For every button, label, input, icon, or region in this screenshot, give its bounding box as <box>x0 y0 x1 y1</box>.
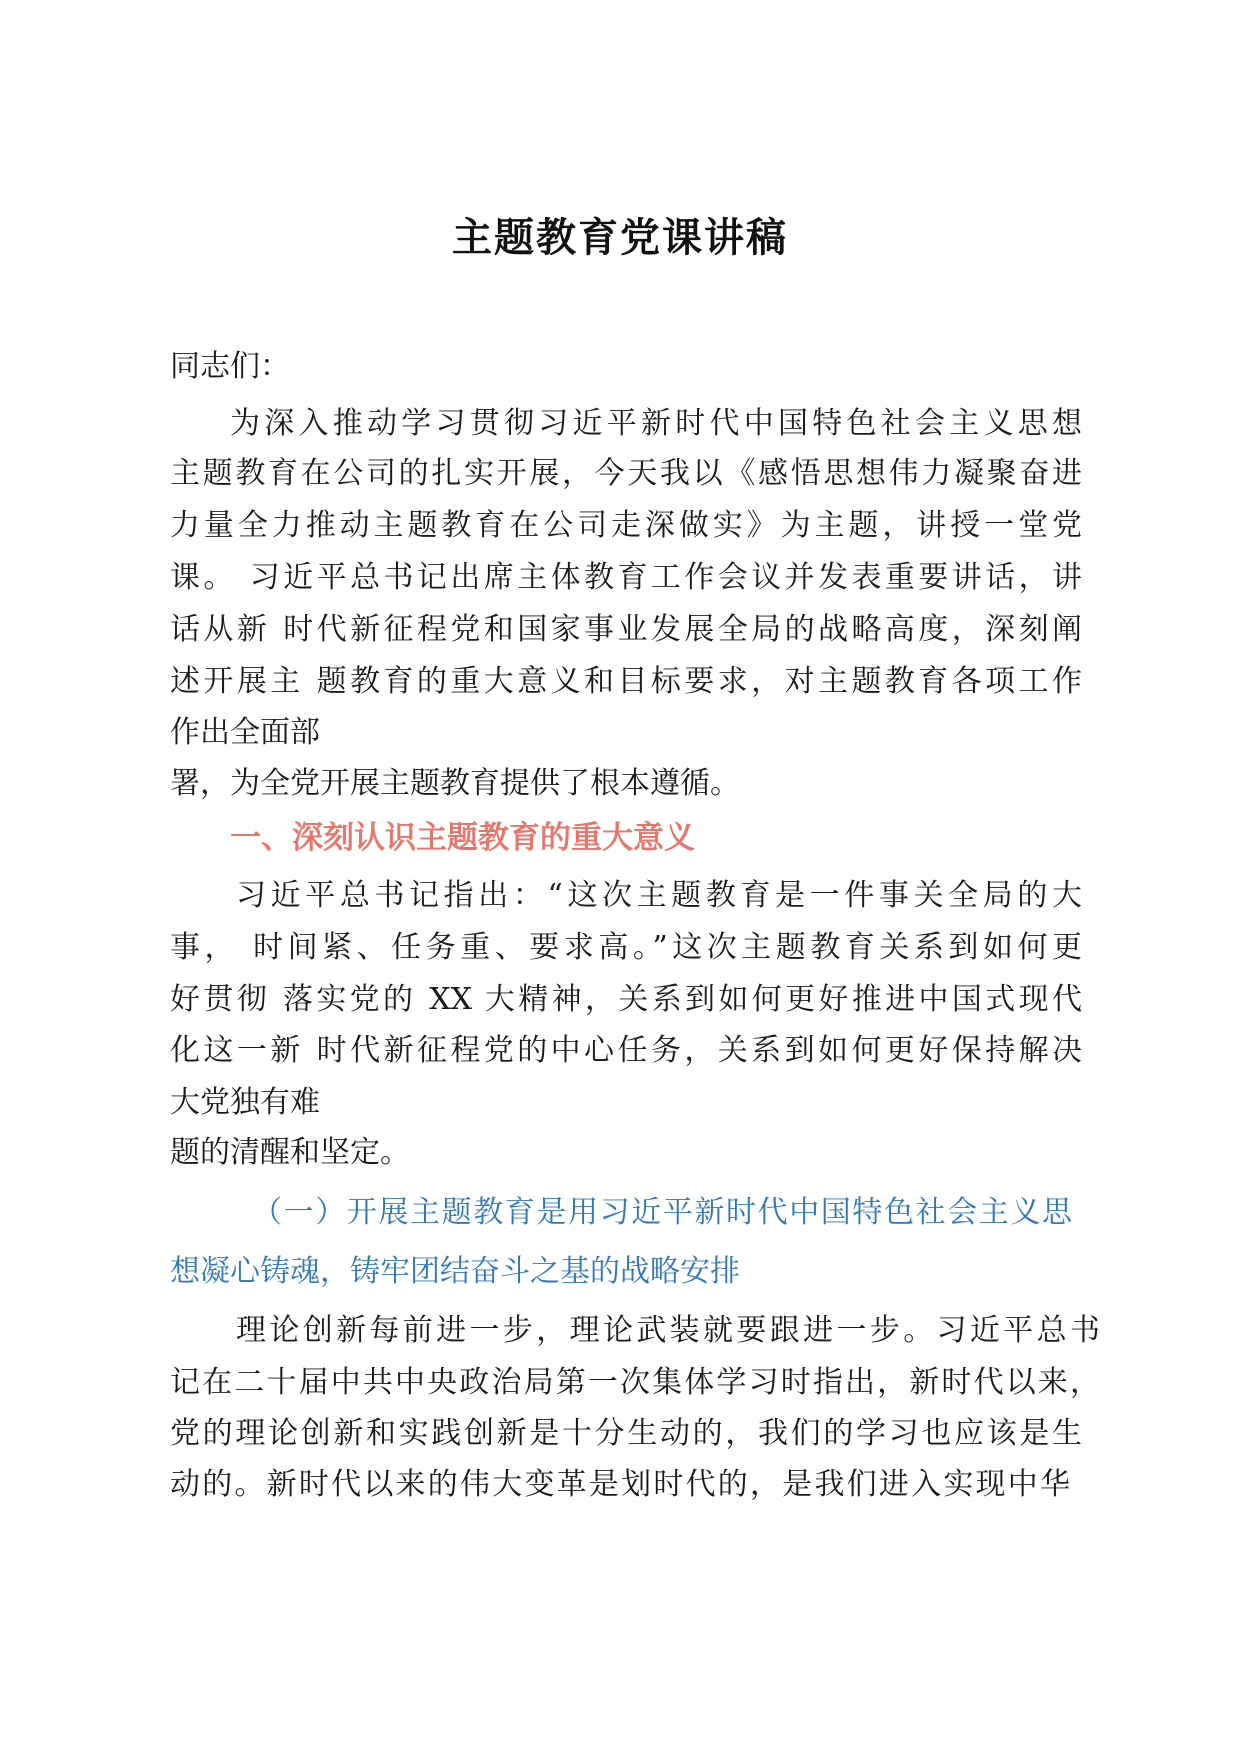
section-line: 好贯彻 落实党的 XX 大精神，关系到如何更好推进中国式现代 <box>170 982 1082 1017</box>
intro-line: 主题教育在公司的扎实开展，今天我以《感悟思想伟力凝聚奋进 <box>170 456 1082 491</box>
section-line: 题的清醒和坚定。 <box>170 1135 410 1170</box>
subsection-heading-line: （一）开展主题教育是用习近平新时代中国特色社会主义思 <box>252 1195 1072 1230</box>
subsection-line: 记在二十届中共中央政治局第一次集体学习时指出，新时代以来， <box>170 1365 1100 1400</box>
intro-line: 述开展主 题教育的重大意义和目标要求，对主题教育各项工作 <box>170 664 1082 699</box>
section-line: 大党独有难 <box>170 1085 320 1120</box>
subsection-heading-line: 想凝心铸魂，铸牢团结奋斗之基的战略安排 <box>170 1254 740 1289</box>
intro-line: 课。 习近平总书记出席主体教育工作会议并发表重要讲话，讲 <box>170 560 1082 595</box>
section-line: 化这一新 时代新征程党的中心任务，关系到如何更好保持解决 <box>170 1033 1082 1068</box>
intro-line: 力量全力推动主题教育在公司走深做实》为主题，讲授一堂党 <box>170 508 1082 543</box>
greeting: 同志们： <box>170 349 290 384</box>
section-line: 习近平总书记指出：“这次主题教育是一件事关全局的大 <box>236 878 1082 913</box>
section-heading: 一、深刻认识主题教育的重大意义 <box>230 820 695 856</box>
intro-line: 署，为全党开展主题教育提供了根本遵循。 <box>170 766 740 801</box>
subsection-line: 党的理论创新和实践创新是十分生动的，我们的学习也应该是生 <box>170 1416 1082 1451</box>
intro-line: 话从新 时代新征程党和国家事业发展全局的战略高度，深刻阐 <box>170 612 1082 647</box>
section-line: 事， 时间紧、任务重、要求高。”这次主题教育关系到如何更 <box>170 930 1082 965</box>
subsection-line: 动的。新时代以来的伟大变革是划时代的，是我们进入实现中华 <box>170 1467 1070 1502</box>
subsection-line: 理论创新每前进一步，理论武装就要跟进一步。习近平总书 <box>236 1313 1100 1348</box>
document-title: 主题教育党课讲稿 <box>452 215 788 261</box>
intro-line: 为深入推动学习贯彻习近平新时代中国特色社会主义思想 <box>230 406 1082 441</box>
intro-line: 作出全面部 <box>170 715 320 750</box>
